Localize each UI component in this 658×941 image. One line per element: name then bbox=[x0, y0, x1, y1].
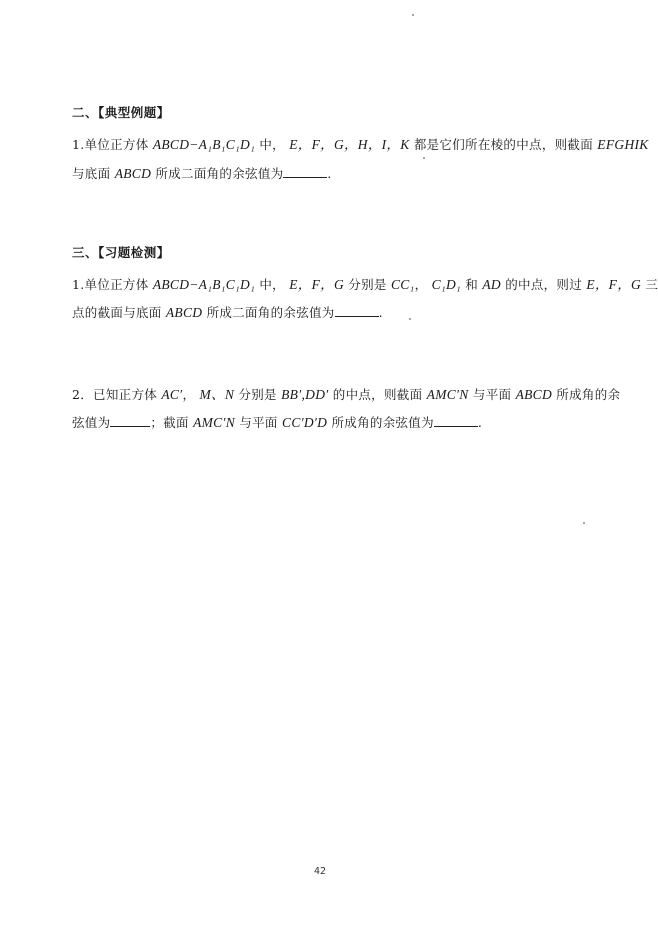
scan-speck bbox=[423, 157, 425, 159]
answer-blank[interactable] bbox=[335, 304, 379, 317]
section-heading-examples: 二、【典型例题】 bbox=[72, 105, 170, 120]
example-q1-line2: 与底面 ABCD 所成二面角的余弦值为 . bbox=[72, 166, 332, 181]
scan-speck bbox=[583, 522, 585, 524]
scan-speck bbox=[409, 318, 411, 320]
cube-name: ABCD−A₁B₁C₁D₁ bbox=[152, 137, 256, 152]
exercise-q2-line2: 弦值为 ；截面 AMC′N 与平面 CC′D′D 所成角的余弦值为 . bbox=[72, 415, 483, 430]
page-number: 42 bbox=[313, 866, 327, 877]
exercise-q1-line2: 点的截面与底面 ABCD 所成二面角的余弦值为 . bbox=[72, 305, 383, 320]
example-q1-line1: 1.单位正方体 ABCD−A₁B₁C₁D₁ 中， E，F，G，H，I，K 都是它们所在棱的中点，则截面 EFGHIK bbox=[72, 137, 649, 152]
scan-speck bbox=[412, 14, 414, 16]
exercise-q2-line1: 2．已知正方体 AC′， M、N 分别是 BB′,DD′ 的中点，则截面 AMC′N 与平面 ABCD 所成角的余 bbox=[72, 387, 621, 402]
answer-blank[interactable] bbox=[110, 414, 150, 427]
answer-blank[interactable] bbox=[434, 414, 478, 427]
answer-blank[interactable] bbox=[283, 165, 327, 178]
section-heading-exercises: 三、【习题检测】 bbox=[72, 245, 170, 260]
exercise-q1-line1: 1.单位正方体 ABCD−A₁B₁C₁D₁ 中， E，F，G 分别是 CC₁， C₁D₁ 和 AD 的中点，则过 E，F，G 三 bbox=[72, 277, 658, 292]
